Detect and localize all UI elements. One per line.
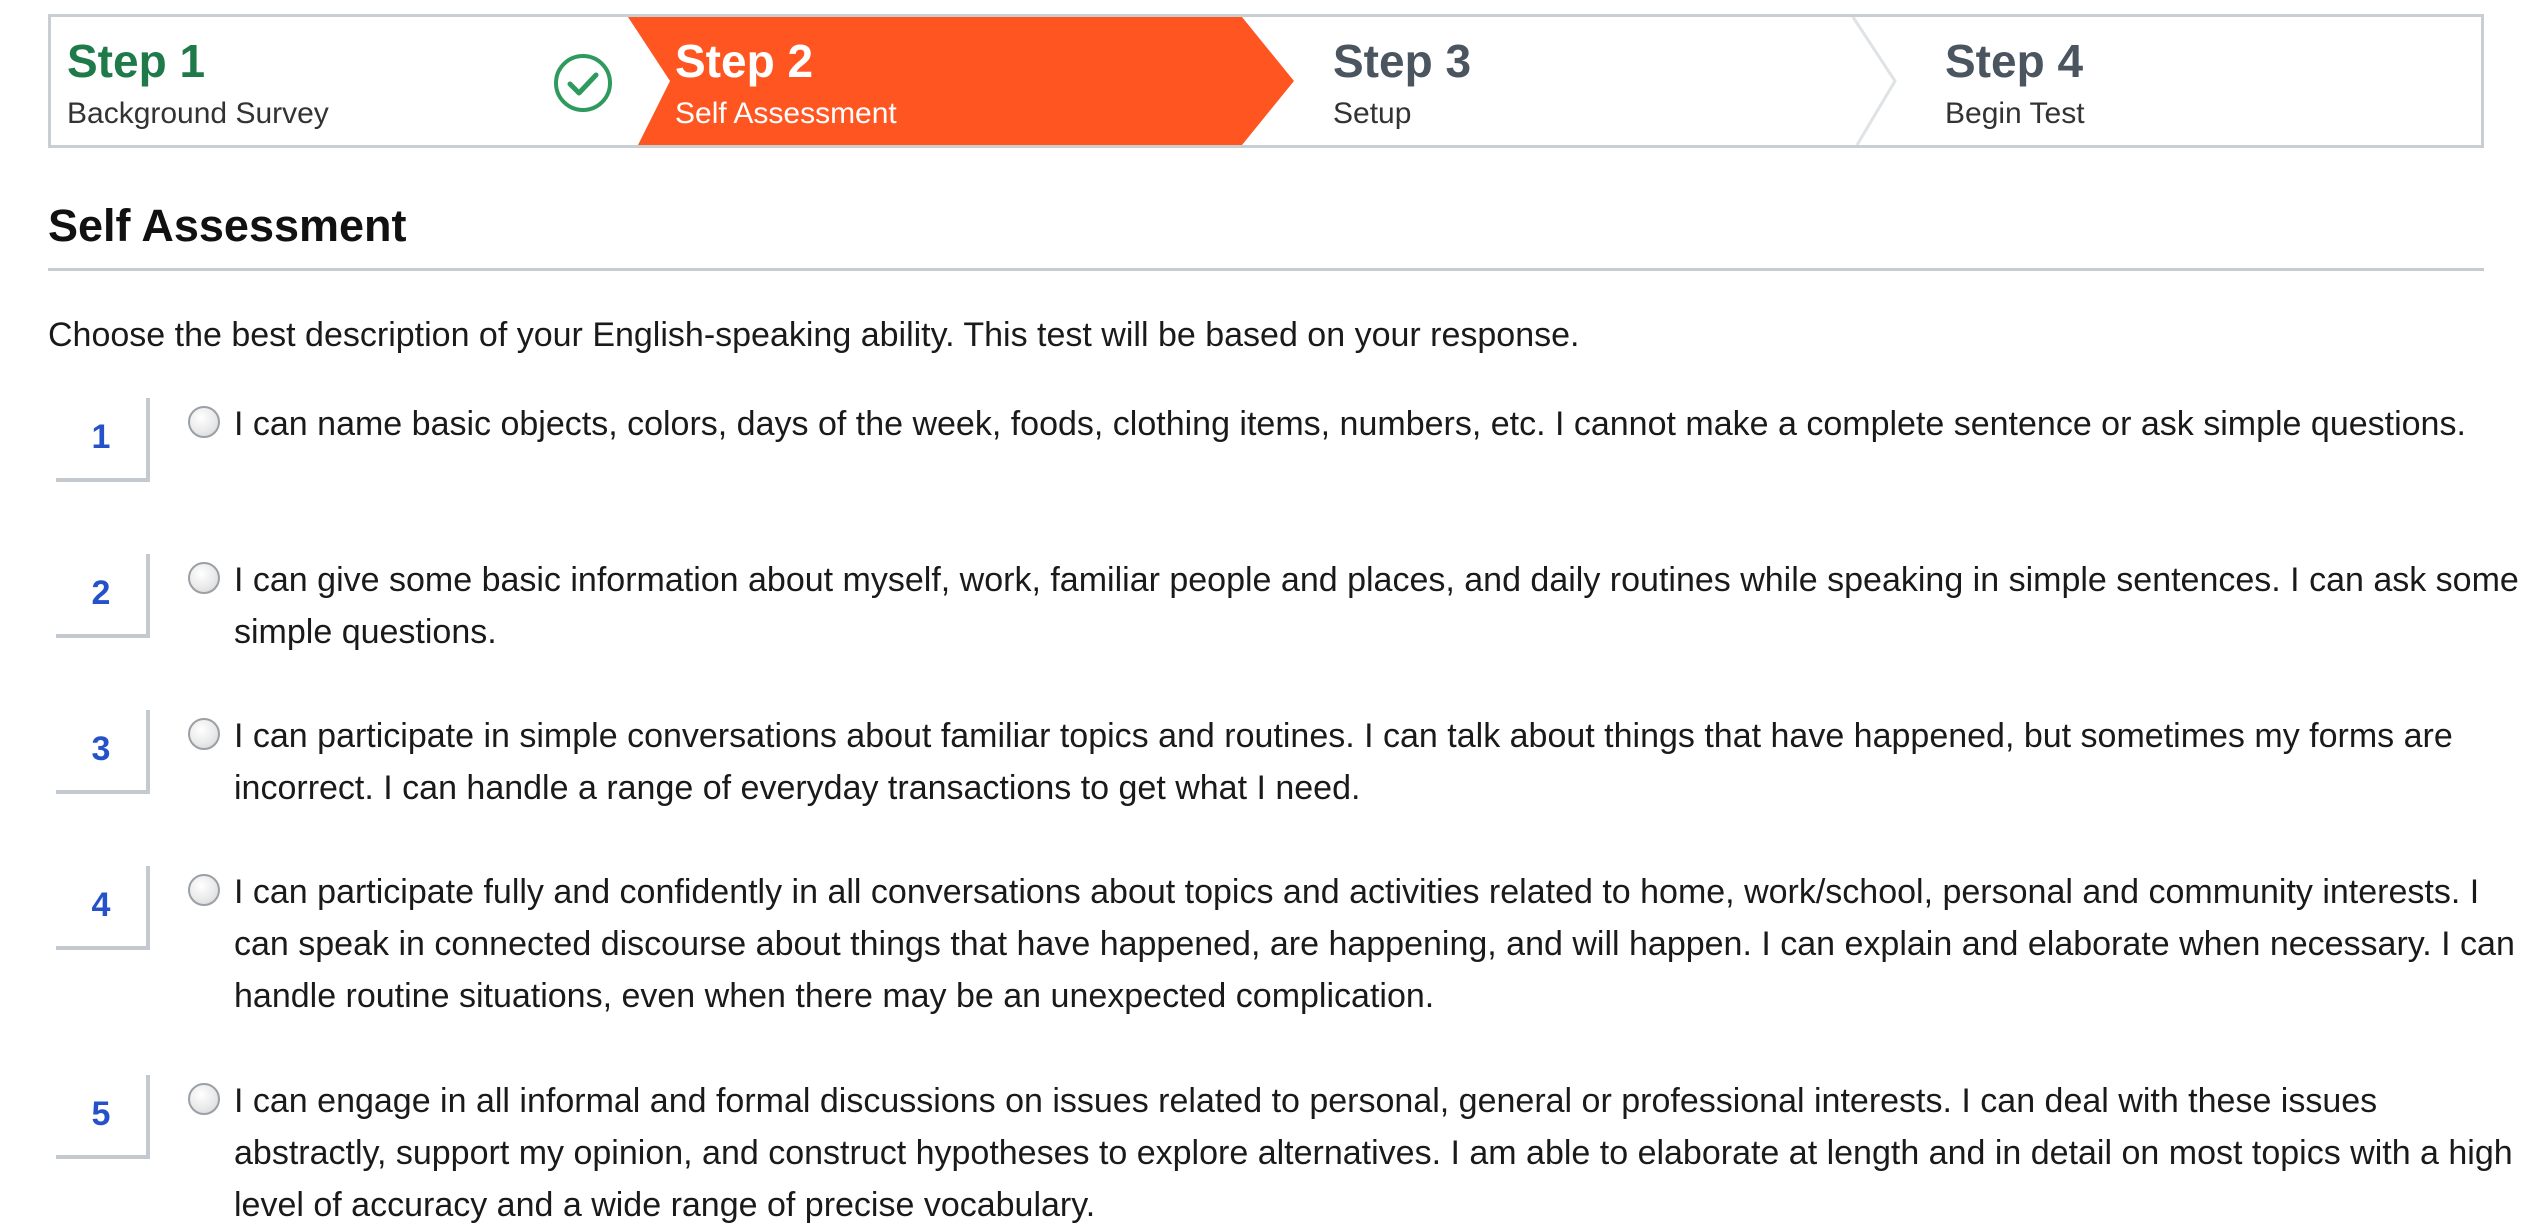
instructions-text: Choose the best description of your English-speaking ability. This test will be based on your response. [48, 316, 1580, 354]
option-number-box [56, 1075, 150, 1159]
option-description[interactable]: I can participate fully and confidently in all conversations about topics and activities related to home, work/school, personal and community interests. I can speak in connected discourse about things that have happened, are happening, and will happen. I can explain and elaborate when necessary. I can handle routine situations, even when there may be an unexpected complication. [234, 873, 2515, 1015]
option-radio-button[interactable] [188, 874, 220, 906]
option-number: 5 [91, 1095, 111, 1133]
option-radio-button[interactable] [188, 718, 220, 750]
step-1-subtitle: Background Survey [67, 97, 329, 130]
option-description[interactable]: I can engage in all informal and formal discussions on issues related to personal, general or professional interests. I can deal with these issues abstractly, support my opinion, and construct hypotheses to explore alternatives. I am able to elaborate at length and in detail on most topics with a high level of accuracy and a wide range of precise vocabulary. [234, 1082, 2513, 1224]
option-number-box [56, 866, 150, 950]
page-title: Self Assessment [48, 200, 407, 251]
option-number: 4 [91, 886, 111, 924]
section-divider [48, 268, 2484, 271]
step-3-title: Step 3 [1333, 35, 1472, 87]
step-2-title: Step 2 [675, 35, 814, 87]
step-3-subtitle: Setup [1333, 97, 1412, 130]
option-description[interactable]: I can give some basic information about myself, work, familiar people and places, and daily routines while speaking in simple sentences. I can ask some simple questions. [234, 561, 2519, 651]
step-4-subtitle: Begin Test [1945, 97, 2085, 130]
step-3-setup[interactable] [1291, 17, 1891, 145]
step-1-background-survey[interactable] [51, 17, 631, 145]
step-1-title: Step 1 [67, 35, 206, 87]
step-2-self-assessment[interactable] [628, 17, 1288, 145]
progress-stepper [48, 14, 2484, 148]
option-radio-button[interactable] [188, 406, 220, 438]
option-number: 2 [91, 574, 111, 612]
option-description[interactable]: I can participate in simple conversations about familiar topics and routines. I can talk about things that have happened, but sometimes my forms are incorrect. I can handle a range of everyday transactions to get what I need. [234, 717, 2453, 807]
option-number: 3 [91, 730, 111, 768]
option-number-box [56, 398, 150, 482]
option-number: 1 [91, 418, 111, 456]
option-number-box [56, 554, 150, 638]
step-2-subtitle: Self Assessment [675, 97, 897, 130]
check-circle-icon [553, 53, 613, 113]
step-4-begin-test[interactable] [1901, 17, 2481, 145]
step-4-title: Step 4 [1945, 35, 2084, 87]
option-radio-button[interactable] [188, 1083, 220, 1115]
option-description[interactable]: I can name basic objects, colors, days of the week, foods, clothing items, numbers, etc. I cannot make a complete sentence or ask simple questions. [234, 405, 2466, 443]
option-number-box [56, 710, 150, 794]
option-radio-button[interactable] [188, 562, 220, 594]
